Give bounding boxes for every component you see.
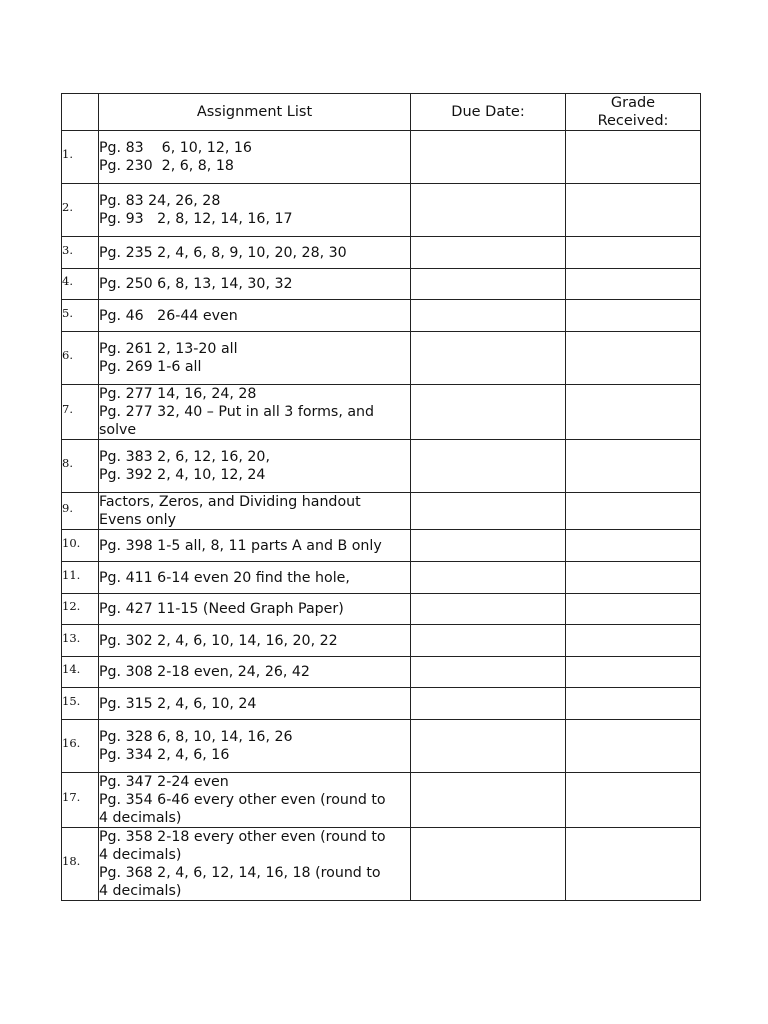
assignment-line: Evens only [99,512,176,528]
table-row [62,625,701,657]
header-due-date: Due Date: [411,94,566,131]
due-date-cell [411,237,566,269]
assignment-cell [99,828,411,901]
assignment-line: Pg. 328 6, 8, 10, 14, 16, 26 [99,729,293,745]
row-number [62,237,99,269]
assignment-table [61,93,701,901]
assignment-cell [99,657,411,688]
header-number-cell [62,94,99,131]
assignment-line: Pg. 261 2, 13-20 all [99,341,238,357]
grade-received-cell [566,773,701,828]
due-date-cell [411,594,566,625]
assignment-line: Pg. 347 2-24 even [99,774,229,790]
grade-received-cell [566,300,701,332]
assignment-line: Pg. 277 14, 16, 24, 28 [99,386,257,402]
assignment-line: Pg. 250 6, 8, 13, 14, 30, 32 [99,276,293,292]
assignment-cell [99,530,411,562]
header-grade-line2: Received: [597,113,669,129]
grade-received-cell [566,385,701,440]
assignment-line: Pg. 398 1-5 all, 8, 11 parts A and B only [99,537,382,554]
row-number-label: 8. [62,456,73,470]
row-number [62,657,99,688]
row-number [62,625,99,657]
assignment-line: Pg. 354 6-46 every other even (round to [99,792,386,808]
assignment-line: Factors, Zeros, and Dividing handout [99,494,361,510]
assignment-cell [99,300,411,332]
grade-received-cell [566,184,701,237]
table-row [62,385,701,440]
header-assignment-list: Assignment List [99,94,411,131]
due-date-cell [411,385,566,440]
due-date-cell [411,530,566,562]
row-number [62,594,99,625]
row-number-label: 13. [62,630,81,645]
row-number [62,440,99,493]
table-row [62,440,701,493]
row-number-label: 14. [62,662,81,676]
assignment-cell [99,720,411,773]
assignment-line: Pg. 308 2-18 even, 24, 26, 42 [99,664,310,680]
row-number-label: 1. [62,147,73,161]
row-number-label: 17. [62,790,81,804]
row-number [62,828,99,901]
row-number [62,269,99,300]
row-number-label: 10. [62,535,81,550]
row-number-label: 3. [62,242,73,257]
assignment-line: Pg. 427 11-15 (Need Graph Paper) [99,601,344,617]
row-number [62,385,99,440]
row-number [62,688,99,720]
row-number [62,184,99,237]
grade-received-cell [566,688,701,720]
assignment-cell [99,625,411,657]
grade-received-cell [566,594,701,625]
table-row [62,269,701,300]
due-date-cell [411,184,566,237]
row-number-label: 12. [62,599,81,613]
assignment-line: Pg. 334 2, 4, 6, 16 [99,747,230,763]
table-row [62,530,701,562]
table-row [62,828,701,901]
table-row [62,688,701,720]
row-number [62,300,99,332]
row-number-label: 4. [62,274,73,288]
assignment-cell [99,773,411,828]
table-row [62,773,701,828]
due-date-cell [411,131,566,184]
row-number [62,131,99,184]
assignment-line: Pg. 230 2, 6, 8, 18 [99,158,234,174]
assignment-cell [99,332,411,385]
due-date-cell [411,625,566,657]
grade-received-cell [566,131,701,184]
due-date-cell [411,493,566,530]
assignment-line: Pg. 302 2, 4, 6, 10, 14, 16, 20, 22 [99,632,338,649]
assignment-cell [99,688,411,720]
assignment-line: Pg. 411 6-14 even 20 find the hole, [99,569,350,586]
grade-received-cell [566,493,701,530]
header-grade-line1: Grade [610,95,656,111]
due-date-cell [411,440,566,493]
row-number-label: 9. [62,501,73,515]
assignment-line: Pg. 235 2, 4, 6, 8, 9, 10, 20, 28, 30 [99,244,347,261]
row-number-label: 2. [62,200,73,214]
row-number-label: 11. [62,567,81,582]
table-row [62,332,701,385]
grade-received-cell [566,657,701,688]
grade-received-cell [566,332,701,385]
grade-received-cell [566,625,701,657]
table-row [62,237,701,269]
row-number-label: 15. [62,693,81,708]
due-date-cell [411,269,566,300]
assignment-cell [99,562,411,594]
assignment-line: 4 decimals) [99,810,182,826]
assignment-cell [99,385,411,440]
assignment-cell [99,493,411,530]
assignment-line: Pg. 46 26-44 even [99,307,238,324]
due-date-cell [411,720,566,773]
assignment-line: 4 decimals) [99,883,182,899]
assignment-cell [99,269,411,300]
grade-received-cell [566,269,701,300]
table-row [62,131,701,184]
row-number [62,530,99,562]
grade-received-cell [566,237,701,269]
row-number [62,773,99,828]
grade-received-cell [566,720,701,773]
assignment-line: Pg. 368 2, 4, 6, 12, 14, 16, 18 (round to [99,865,381,881]
row-number-label: 16. [62,736,81,750]
due-date-cell [411,828,566,901]
due-date-cell [411,332,566,385]
assignment-line: Pg. 83 6, 10, 12, 16 [99,140,252,156]
due-date-cell [411,688,566,720]
assignment-cell [99,237,411,269]
due-date-cell [411,562,566,594]
grade-received-cell [566,562,701,594]
table-row [62,594,701,625]
assignment-line: Pg. 277 32, 40 – Put in all 3 forms, and [99,404,375,420]
grade-received-cell [566,530,701,562]
assignment-cell [99,184,411,237]
assignment-line: Pg. 383 2, 6, 12, 16, 20, [99,449,270,465]
assignment-line: Pg. 392 2, 4, 10, 12, 24 [99,467,266,483]
assignment-rows [62,131,701,901]
row-number [62,332,99,385]
header-grade-received [566,94,701,131]
row-number-label: 5. [62,305,73,320]
table-row [62,184,701,237]
grade-received-cell [566,440,701,493]
due-date-cell [411,773,566,828]
assignment-line: Pg. 93 2, 8, 12, 14, 16, 17 [99,211,293,227]
assignment-line: Pg. 358 2-18 every other even (round to [99,829,386,845]
assignment-line: Pg. 269 1-6 all [99,359,202,375]
header-row [62,94,701,131]
grade-received-cell [566,828,701,901]
assignment-line: solve [99,422,137,438]
due-date-cell [411,300,566,332]
assignment-line: 4 decimals) [99,847,182,863]
row-number [62,720,99,773]
row-number [62,493,99,530]
assignment-line: Pg. 83 24, 26, 28 [99,193,221,209]
due-date-cell [411,657,566,688]
row-number-label: 7. [62,402,73,416]
assignment-cell [99,594,411,625]
table-row [62,300,701,332]
table-row [62,720,701,773]
row-number [62,562,99,594]
table-row [62,657,701,688]
row-number-label: 18. [62,854,81,868]
assignment-cell [99,131,411,184]
table-row [62,493,701,530]
assignment-cell [99,440,411,493]
assignment-line: Pg. 315 2, 4, 6, 10, 24 [99,695,257,712]
table-row [62,562,701,594]
row-number-label: 6. [62,348,73,362]
